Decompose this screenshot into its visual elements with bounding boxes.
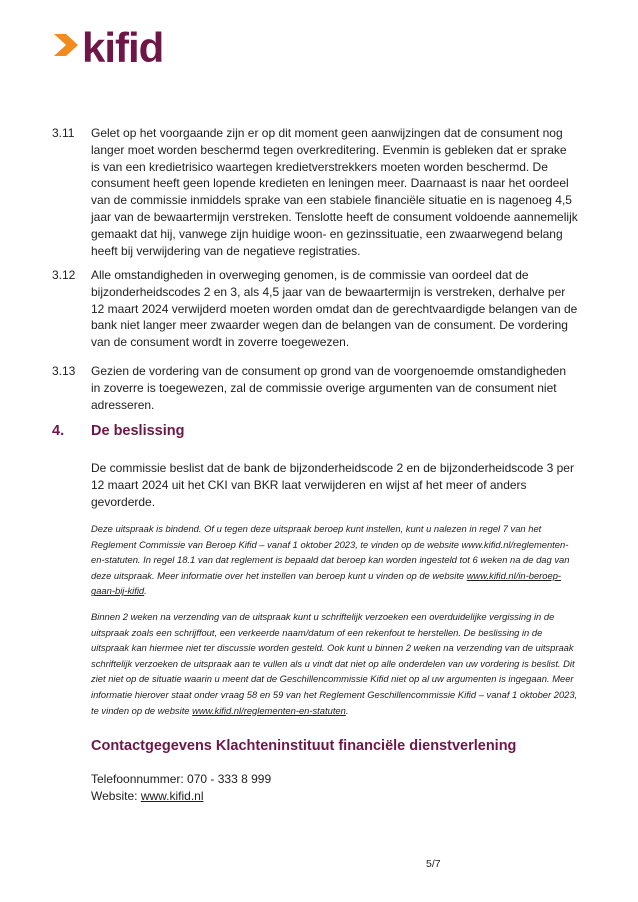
appeal-notice-end: . (144, 585, 147, 597)
website-label: Website: (91, 788, 138, 803)
website-link[interactable]: www.kifid.nl (140, 788, 204, 803)
paragraph-text: Gezien de vordering van de consument op grond van de voorgenoemde omstandigheden in zoverre is toegewezen, zal de commissie overige argumenten van de consument niet adresseren. (91, 364, 566, 412)
contact-details (91, 771, 578, 805)
website-line (91, 788, 578, 805)
correction-notice (91, 609, 578, 718)
paragraph-text: Gelet op het voorgaande zijn er op dit moment geen aanwijzingen dat de consument nog langer moet worden beschermd tegen overkreditering. Evenmin is gebleken dat er sprake is van een kredietrisico waartegen kredietverstrekkers moeten worden beschermd. De consument heeft geen lopende kredieten en leningen meer. Daarnaast is naar het oordeel van de commissie inmiddels sprake van een stabiele financiële situatie en is nagenoeg 4,5 jaar van de bewaartermijn verstreken. Tenslotte heeft de consument voldoende aannemelijk gemaakt dat hij, vanwege zijn huidige woon- en gezinssituatie, een zwaarwegend belang heeft bij verwijdering van de negatieve registraties. (91, 126, 578, 258)
appeal-link[interactable]: www.kifid.nl/in-beroep-gaan-bij-kifid (91, 569, 562, 597)
page-number: 5/7 (426, 858, 441, 870)
paragraph-3-12 (52, 267, 578, 351)
arrow-mark-icon (52, 32, 80, 58)
phone-number: Telefoonnummer: 070 - 333 8 999 (91, 772, 272, 786)
contact-title: Contactgegevens Klachteninstituut financiële dienstverlening (91, 738, 517, 754)
correction-notice-end: . (345, 704, 349, 716)
appeal-notice-text: Deze uitspraak is bindend. Of u tegen deze uitspraak beroep kunt instellen, kunt u nalezen in regel 7 van het Reglement Commissie van Beroep Kifid – vanaf 1 oktober 2023, te vinden op de website www.kifid.nl/reglementen-en-statuten. In regel 18.1 van dat reglement is bepaald dat beroep kan worden ingesteld tot 6 weken na de dag van deze uitspraak. Meer informatie over het instellen van beroep kunt u vinden op de website (91, 523, 570, 581)
correction-notice-text: Binnen 2 weken na verzending van de uitspraak kunt u schriftelijk verzoeken een overduidelijke vergissing in de uitspraak zoals een schrijffout, een verkeerde naam/datum of een rekenfout te herstellen. De beslissing in de uitspraak kan hiermee niet ter discussie worden gesteld. Ook kunt u binnen 2 weken na verzending van de uitspraak schriftelijk verzoeken de uitspraak aan te vullen als u vindt dat niet op alle onderdelen van uw vordering is beslist. Dit ziet niet op de situatie waarin u meent dat de Geschillencommissie Kifid niet op al uw argumenten is ingegaan. Meer informatie hierover staat onder vraag 58 en 59 van het Reglement Geschillencommissie Kifid – vanaf 1 oktober 2023, te vinden op de website (91, 611, 578, 716)
paragraph-3-11 (52, 125, 578, 259)
appeal-notice (91, 521, 578, 599)
logo-text: kifid (82, 24, 164, 71)
kifid-logo (52, 24, 212, 72)
paragraph-number: 3.12 (52, 268, 76, 282)
paragraph-number: 3.13 (52, 364, 76, 378)
paragraph-number: 3.11 (52, 126, 75, 140)
paragraph-text: Alle omstandigheden in overweging genomen, is de commissie van oordeel dat de bijzonderheidscodes 2 en 3, als 4,5 jaar van de bewaartermijn is verstreken, derhalve per 12 maart 2024 verwijderd moeten worden omdat dan de gerechtvaardigde belangen van de bank niet langer meer zwaarder wegen dan de belangen van de consument. De vordering van de consument wordt in zoverre toegewezen. (91, 268, 578, 350)
decision-text: De commissie beslist dat de bank de bijzonderheidscode 2 en de bijzonderheidscode 3 per 12 maart 2024 uit het CKI van BKR laat verwijderen en wijst af het meer of anders gevorderde. (91, 461, 574, 509)
section-number: 4. (52, 423, 65, 439)
regulations-link[interactable]: www.kifid.nl/reglementen-en-statuten (192, 704, 346, 716)
paragraph-3-13 (52, 363, 578, 413)
section-title: De beslissing (91, 423, 185, 439)
